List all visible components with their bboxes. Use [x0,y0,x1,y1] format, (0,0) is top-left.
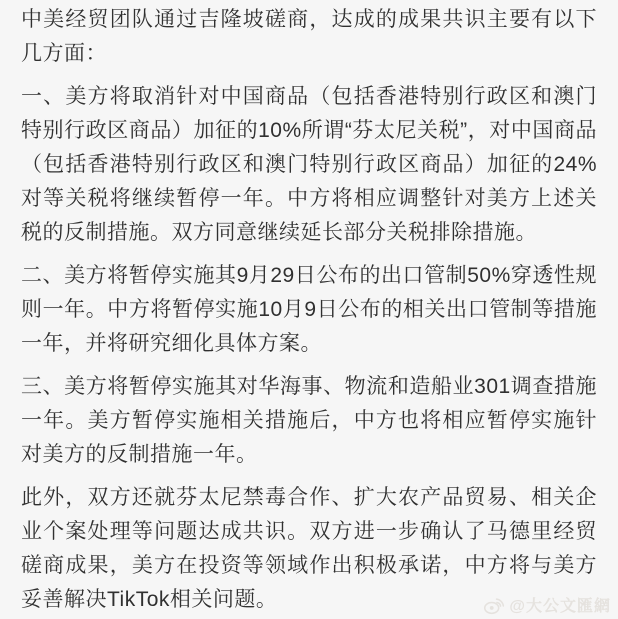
closing-paragraph: 此外，双方还就芬太尼禁毒合作、扩大农产品贸易、相关企业个案处理等问题达成共识。双方进一步确认了马德里经贸磋商成果，美方在投资等领域作出积极承诺，中方将与美方妥善解决TikTok相关问题。 [21,486,597,611]
weibo-icon [483,594,505,616]
point-1-paragraph: 一、美方将取消针对中国商品（包括香港特别行政区和澳门特别行政区商品）加征的10%所谓“芬太尼关税”，对中国商品（包括香港特别行政区和澳门特别行政区商品）加征的24%对等关税将继续暂停一年。中方将相应调整针对美方上述关税的反制措施。双方同意继续延长部分关税排除措施。 [21,85,597,244]
intro-paragraph: 中美经贸团队通过吉隆坡磋商，达成的成果共识主要有以下几方面： [21,8,597,65]
point-2-paragraph: 二、美方将暂停实施其9月29日公布的出口管制50%穿透性规则一年。中方将暂停实施10月9日公布的相关出口管制等措施一年，并将研究细化具体方案。 [21,264,597,355]
watermark [483,593,611,616]
point-3-paragraph: 三、美方将暂停实施其对华海事、物流和造船业301调查措施一年。美方暂停实施相关措施后，中方也将相应暂停实施针对美方的反制措施一年。 [21,375,597,466]
watermark-handle: @大公文匯網 [509,598,611,615]
